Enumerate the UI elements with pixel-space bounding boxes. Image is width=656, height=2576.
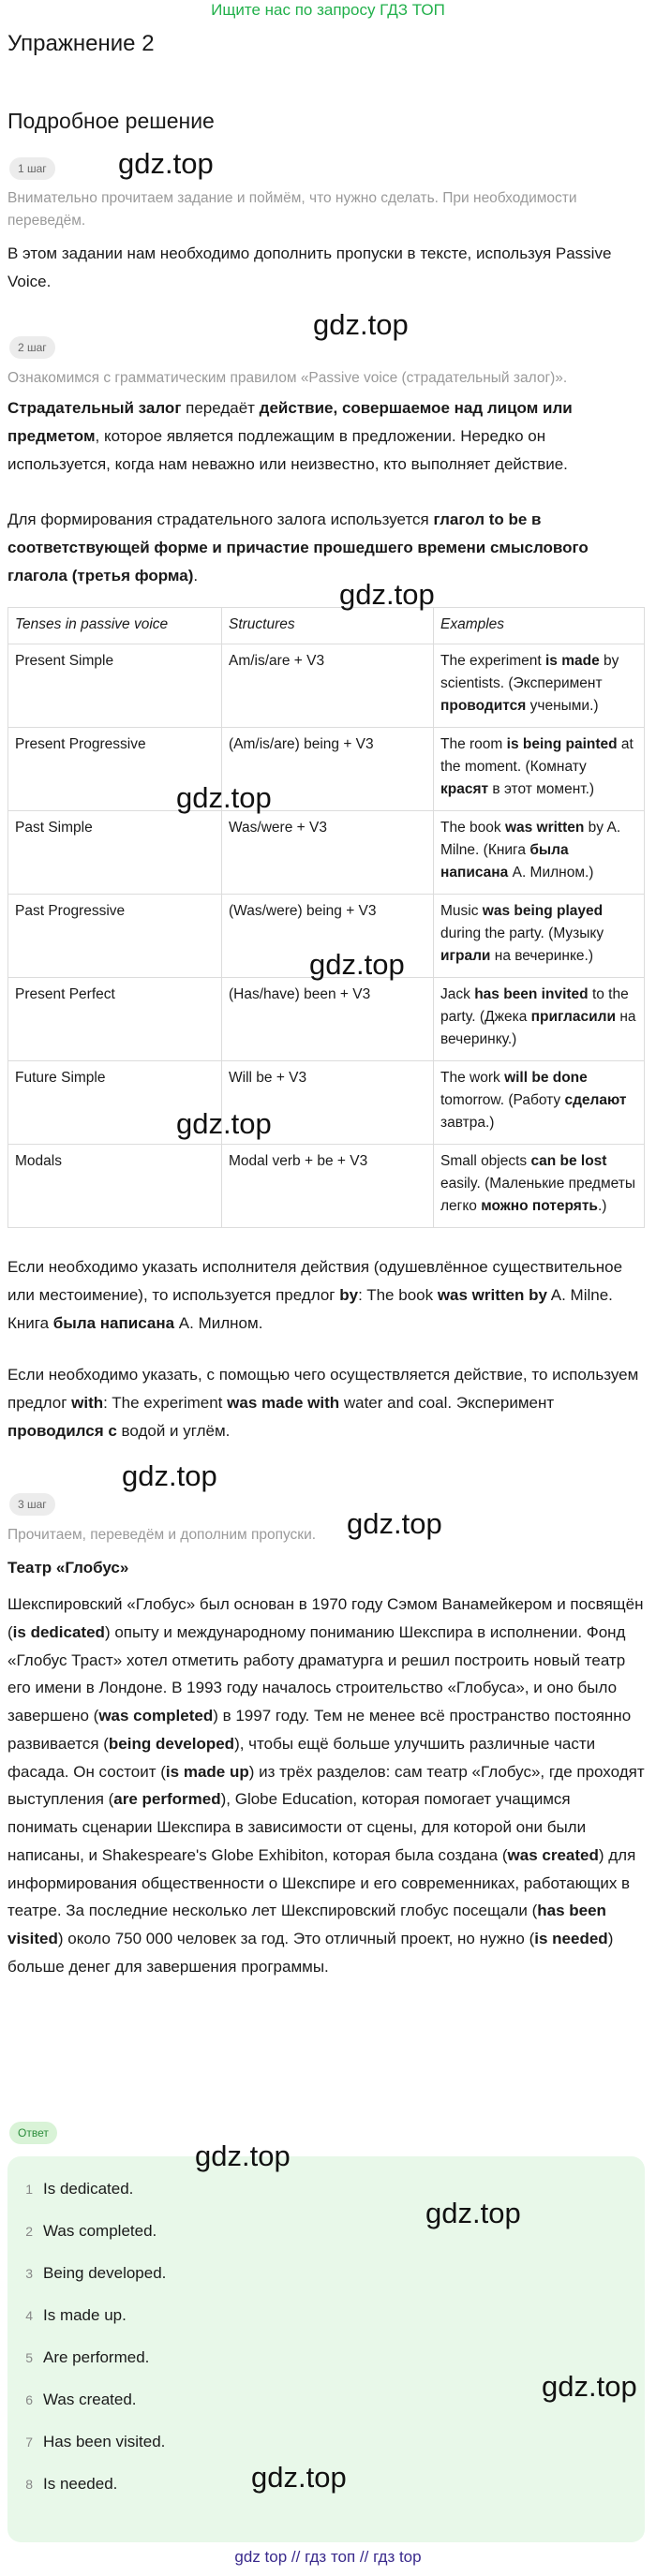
- rule-definition: Страдательный залог передаёт действие, совершаемое над лицом или предметом, которое является подлежащим в предложении. Нередко он используется, когда нам неважно или неизвестно, кто выполняет действие.: [7, 399, 573, 473]
- passive-voice-table: [7, 607, 645, 1228]
- watermark: gdz.top: [176, 781, 272, 814]
- step-2-hint: Ознакомимся с грамматическим правилом «Passive voice (страдательный залог)».: [7, 370, 568, 386]
- table-header: Structures: [222, 608, 434, 644]
- table-row: Present Perfect (Has/have) been + V3 Jack has been invited to the party. (Джека пригласили на вечеринку.): [8, 978, 645, 1061]
- table-row: Past Simple Was/were + V3 The book was written by A. Milne. (Книга была написана A. Милном.): [8, 811, 645, 895]
- page-title: Упражнение 2: [7, 31, 155, 56]
- watermark: gdz.top: [313, 308, 409, 341]
- answer-badge: Ответ: [9, 2122, 57, 2144]
- watermark: gdz.top: [118, 147, 214, 180]
- watermark: gdz.top: [195, 2139, 291, 2172]
- answer-list: [7, 2156, 645, 2505]
- step-1-badge: 1 шаг: [9, 157, 55, 180]
- watermark: gdz.top: [122, 1459, 217, 1492]
- rule-by: Если необходимо указать исполнителя действия (одушевлённое существительное или местоимение), то используется предлог by: The book was written by A. Milne. Книга была написана А. Милном.: [7, 1258, 623, 1332]
- table-row: Modals Modal verb + be + V3 Small objects can be lost easily. (Маленькие предметы легко можно потерять.): [8, 1145, 645, 1228]
- text-heading: Театр «Глобус»: [7, 1559, 129, 1577]
- watermark: gdz.top: [251, 2461, 347, 2494]
- list-item: 5 Are performed.: [25, 2348, 150, 2366]
- watermark: gdz.top: [339, 578, 435, 611]
- list-item: 3 Being developed.: [25, 2264, 167, 2282]
- table-row: Present Progressive (Am/is/are) being + V3 The room is being painted at the moment. (Комнату красят в этот момент.): [8, 728, 645, 811]
- top-banner[interactable]: Ищите нас по запросу ГДЗ ТОП: [211, 1, 445, 19]
- text-body: Шекспировский «Глобус» был основан в 1970 году Сэмом Ванамейкером и посвящён (is dedicated) опыту и международному пониманию Шекспира в исполнении. Фонд «Глобус Траст» хотел отметить работу драматурга и решил построить новый театр его имени в Лондоне. В 1993 году началось строительство «Глобуса», и оно было завершено (was completed) в 1997 году. Тем не менее всё пространство постоянно развивается (being developed), чтобы ещё больше улучшить различные части фасада. Он состоит (is made up) из трёх разделов: сам театр «Глобус», где проходят выступления (are performed), Globe Education, которая помогает учащимся понимать сценарии Шекспира в зависимости от сцены, для которой они были написаны, и Shakespeare's Globe Exhibiton, которая была создана (was created) для информирования общественности о Шекспире и его современниках, работающих в театре. За последние несколько лет Шекспировский глобус посещали (has been visited) около 750 000 человек за год. Это отличный проект, но нужно (is needed) больше денег для завершения программы.: [7, 1595, 645, 1976]
- list-item: 8 Is needed.: [25, 2475, 118, 2493]
- table-header: Examples: [434, 608, 645, 644]
- step-1-hint: Внимательно прочитаем задание и поймём, что нужно сделать. При необходимости переведём.: [7, 190, 577, 229]
- step-3-hint: Прочитаем, переведём и дополним пропуски.: [7, 1527, 317, 1543]
- list-item: 6 Was created.: [25, 2391, 137, 2408]
- list-item: 7 Has been visited.: [25, 2433, 166, 2450]
- table-header: Tenses in passive voice: [8, 608, 222, 644]
- watermark: gdz.top: [309, 948, 405, 981]
- step-2-badge: 2 шаг: [9, 336, 55, 359]
- step-1-text: В этом задании нам необходимо дополнить пропуски в тексте, используя Passive Voice.: [7, 244, 612, 290]
- rule-formation: Для формирования страдательного залога используется глагол to be в соответствующей форме и причастие прошедшего времени смыслового глагола (третья форма).: [7, 511, 589, 585]
- watermark: gdz.top: [425, 2197, 521, 2229]
- rule-with: Если необходимо указать, с помощью чего осуществляется действие, то используем предлог with: The experiment was made with water and coal. Эксперимент проводился с водой и углём.: [7, 1366, 639, 1440]
- list-item: 1 Is dedicated.: [25, 2180, 134, 2198]
- watermark: gdz.top: [542, 2370, 637, 2403]
- list-item: 2 Was completed.: [25, 2222, 157, 2240]
- watermark: gdz.top: [176, 1107, 272, 1140]
- step-3-badge: 3 шаг: [9, 1493, 55, 1516]
- footer-links[interactable]: gdz top // гдз топ // гдз top: [234, 2548, 422, 2566]
- section-title: Подробное решение: [7, 109, 215, 133]
- watermark: gdz.top: [347, 1507, 442, 1540]
- table-row: Present Simple Am/is/are + V3 The experiment is made by scientists. (Эксперимент проводится учеными.): [8, 644, 645, 728]
- table-row: Past Progressive (Was/were) being + V3 Music was being played during the party. (Музыку играли на вечеринке.): [8, 895, 645, 978]
- table-row: Future Simple Will be + V3 The work will be done tomorrow. (Работу сделают завтра.): [8, 1061, 645, 1145]
- list-item: 4 Is made up.: [25, 2306, 127, 2324]
